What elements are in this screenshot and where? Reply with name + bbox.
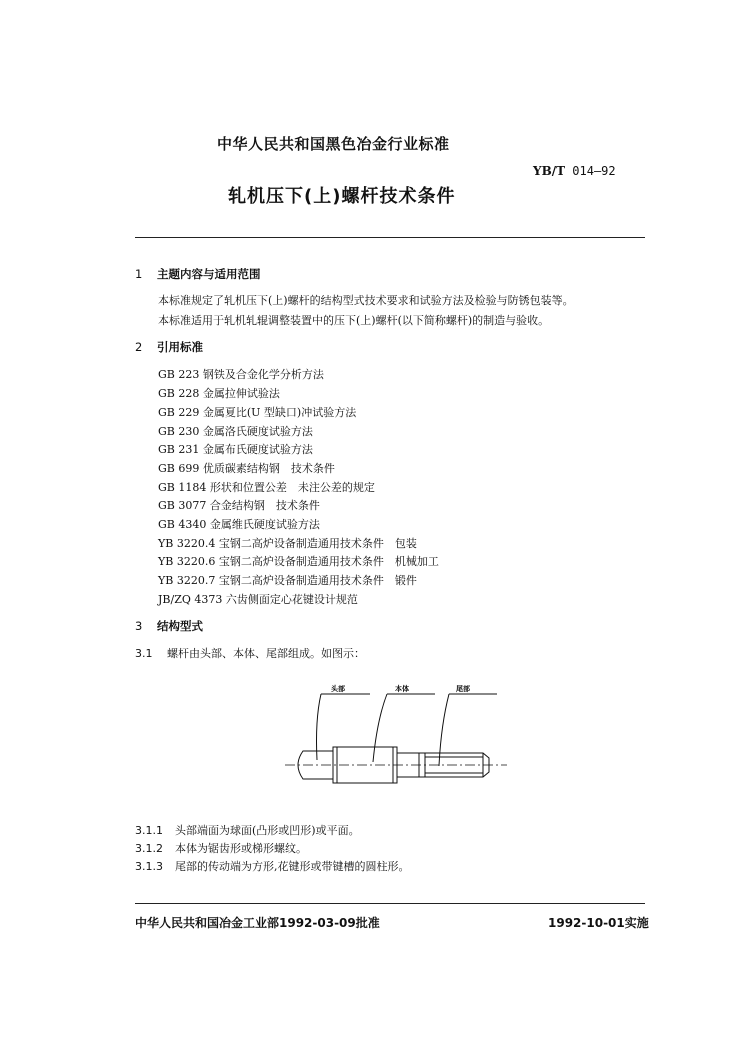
reference-title: 金属布氏硬度试验方法	[202, 443, 313, 456]
screw-diagram	[285, 680, 510, 795]
reference-code: JB/ZQ 4373	[158, 593, 223, 606]
section-1-heading	[135, 266, 261, 282]
reference-title: 优质碳素结构钢 技术条件	[202, 462, 335, 475]
clause-text: 本体为锯齿形或梯形螺纹。	[175, 842, 307, 855]
reference-title: 宝钢二高炉设备制造通用技术条件 机械加工	[218, 555, 439, 568]
standard-code	[533, 164, 616, 178]
reference-code: GB 230	[158, 425, 200, 438]
reference-item	[158, 497, 320, 513]
reference-title: 宝钢二高炉设备制造通用技术条件 包装	[218, 537, 417, 550]
reference-title: 合金结构钢 技术条件	[209, 499, 320, 512]
standard-code-prefix: YB/T	[533, 164, 566, 178]
document-title: 轧机压下(上)螺杆技术条件	[228, 186, 456, 207]
reference-item	[158, 385, 280, 401]
section-number: 2	[135, 340, 143, 354]
label-head: 头部	[331, 685, 345, 693]
tail-leader-curve	[439, 694, 449, 766]
reference-code: GB 1184	[158, 481, 207, 494]
section-number: 3	[135, 619, 143, 633]
clause-text: 头部端面为球面(凸形或凹形)或平面。	[175, 824, 360, 837]
reference-code: GB 228	[158, 387, 200, 400]
clause-3-1	[135, 645, 365, 661]
label-body: 本体	[395, 685, 409, 693]
reference-item	[158, 460, 335, 476]
clause-number: 3.1.2	[135, 842, 163, 855]
clause-text: 螺杆由头部、本体、尾部组成。如图示：	[167, 647, 365, 660]
section-title: 主题内容与适用范围	[157, 267, 261, 281]
reference-title: 六齿侧面定心花键设计规范	[225, 593, 358, 606]
section-1-paragraph-1: 本标准规定了轧机压下(上)螺杆的结构型式技术要求和试验方法及检验与防锈包装等。	[158, 294, 574, 307]
header-rule	[135, 237, 645, 238]
clause-3-1-1	[135, 822, 360, 838]
clause-number: 3.1.1	[135, 824, 163, 837]
reference-title: 金属洛氏硬度试验方法	[202, 425, 313, 438]
reference-item	[158, 479, 375, 495]
reference-code: GB 229	[158, 406, 200, 419]
section-title: 结构型式	[157, 619, 203, 633]
clause-number: 3.1	[135, 647, 153, 660]
body-leader-curve	[373, 694, 387, 762]
reference-code: YB 3220.6	[158, 555, 216, 568]
clause-3-1-3	[135, 858, 410, 874]
clause-text: 尾部的传动端为方形,花键形或带键槽的圆柱形。	[175, 860, 410, 873]
reference-title: 形状和位置公差 未注公差的规定	[209, 481, 375, 494]
reference-item	[158, 553, 439, 569]
section-number: 1	[135, 267, 143, 281]
reference-code: YB 3220.7	[158, 574, 216, 587]
reference-code: GB 4340	[158, 518, 207, 531]
section-1-paragraph-2: 本标准适用于轧机轧辊调整装置中的压下(上)螺杆(以下简称螺杆)的制造与验收。	[158, 314, 550, 327]
reference-item	[158, 404, 356, 420]
reference-title: 金属维氏硬度试验方法	[209, 518, 320, 531]
head-leader-curve	[317, 694, 322, 760]
section-2-heading	[135, 339, 203, 355]
reference-code: GB 223	[158, 368, 200, 381]
implementation-text: 1992-10-01实施	[548, 916, 649, 930]
label-tail: 尾部	[456, 685, 470, 693]
reference-title: 金属夏比(U 型缺口)冲试验方法	[202, 406, 357, 419]
standard-code-number: 014—92	[572, 164, 616, 178]
reference-title: 钢铁及合金化学分析方法	[202, 368, 324, 381]
reference-item	[158, 441, 313, 457]
reference-item	[158, 366, 324, 382]
footer-rule	[135, 903, 645, 904]
section-title: 引用标准	[157, 340, 203, 354]
reference-code: YB 3220.4	[158, 537, 216, 550]
reference-item	[158, 535, 417, 551]
organization-title: 中华人民共和国黑色冶金行业标准	[217, 135, 450, 153]
clause-3-1-2	[135, 840, 307, 856]
reference-code: GB 231	[158, 443, 200, 456]
reference-code: GB 699	[158, 462, 200, 475]
reference-item	[158, 423, 313, 439]
reference-item	[158, 516, 320, 532]
clause-number: 3.1.3	[135, 860, 163, 873]
reference-title: 宝钢二高炉设备制造通用技术条件 锻件	[218, 574, 417, 587]
approval-text: 中华人民共和国冶金工业部1992-03-09批准	[135, 916, 380, 930]
reference-item	[158, 572, 417, 588]
section-3-heading	[135, 618, 203, 634]
reference-item	[158, 591, 358, 607]
reference-code: GB 3077	[158, 499, 207, 512]
reference-title: 金属拉伸试验法	[202, 387, 280, 400]
